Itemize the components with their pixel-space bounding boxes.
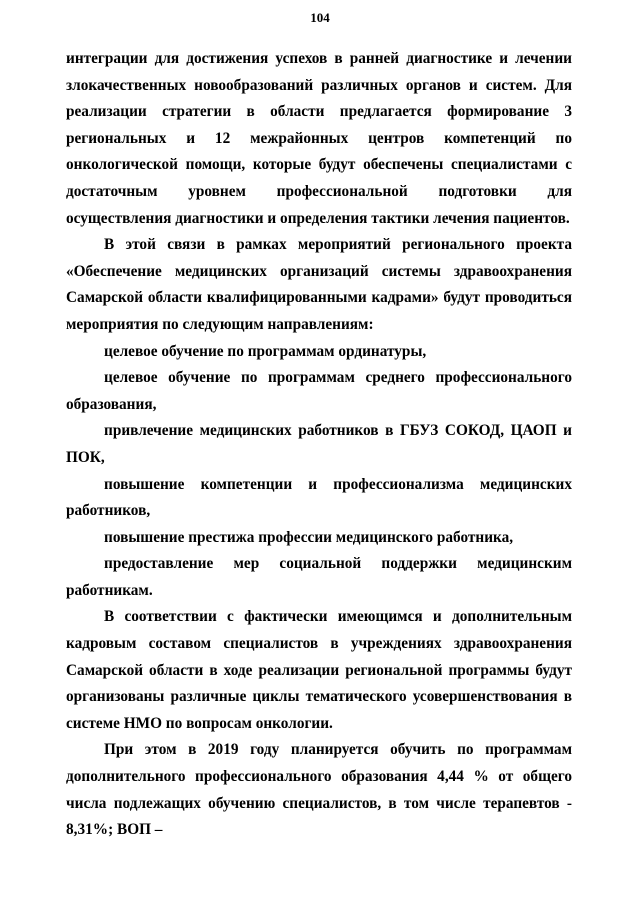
list-item-attract-workers: привлечение медицинских работников в ГБУЗ СОКОД, ЦАОП и ПОК, <box>66 422 572 466</box>
list-item-competence: повышение компетенции и профессионализма медицинских работников, <box>66 475 572 520</box>
page-number: 104 <box>310 10 330 25</box>
paragraph-2019-training-plan: При этом в 2019 году планируется обучить по программам дополнительного профессионального образования 4,44 % от общего числа подлежащих обучению специалистов, в том числе терапевтов - 8,31%; ВОП – <box>66 741 572 839</box>
list-item-social-support: предоставление мер социальной поддержки медицинским работникам. <box>66 555 572 599</box>
list-item-residency-training: целевое обучение по программам ординатуры, <box>104 342 427 360</box>
list-item-secondary-education: целевое обучение по программам среднего профессионального образования, <box>66 369 572 413</box>
paragraph-staff-training-cycles: В соответствии с фактически имеющимся и дополнительным кадровым составом специалистов в учреждениях здравоохранения Самарской области в ходе реализации региональной программы будут организованы различные циклы тематического усовершенствования в системе НМО по вопросам онкологии. <box>66 608 572 732</box>
paragraph-oncology-centers: интеграции для достижения успехов в ранней диагностике и лечении злокачественных новообразований различных органов и систем. Для реализации стратегии в области предлагается формирование 3 региональных и 12 межрайонных центров компетенций по онкологической помощи, которые будут обеспечены специалистами с достаточным уровнем профессиональной подготовки для осуществления диагностики и определения тактики лечения пациентов. <box>66 50 572 227</box>
document-body <box>66 46 572 844</box>
paragraph-regional-project: В этой связи в рамках мероприятий регионального проекта «Обеспечение медицинских организаций системы здравоохранения Самарской области квалифицированными кадрами» будут проводиться мероприятия по следующим направлениям: <box>66 236 572 333</box>
list-item-prestige: повышение престижа профессии медицинского работника, <box>104 528 514 546</box>
